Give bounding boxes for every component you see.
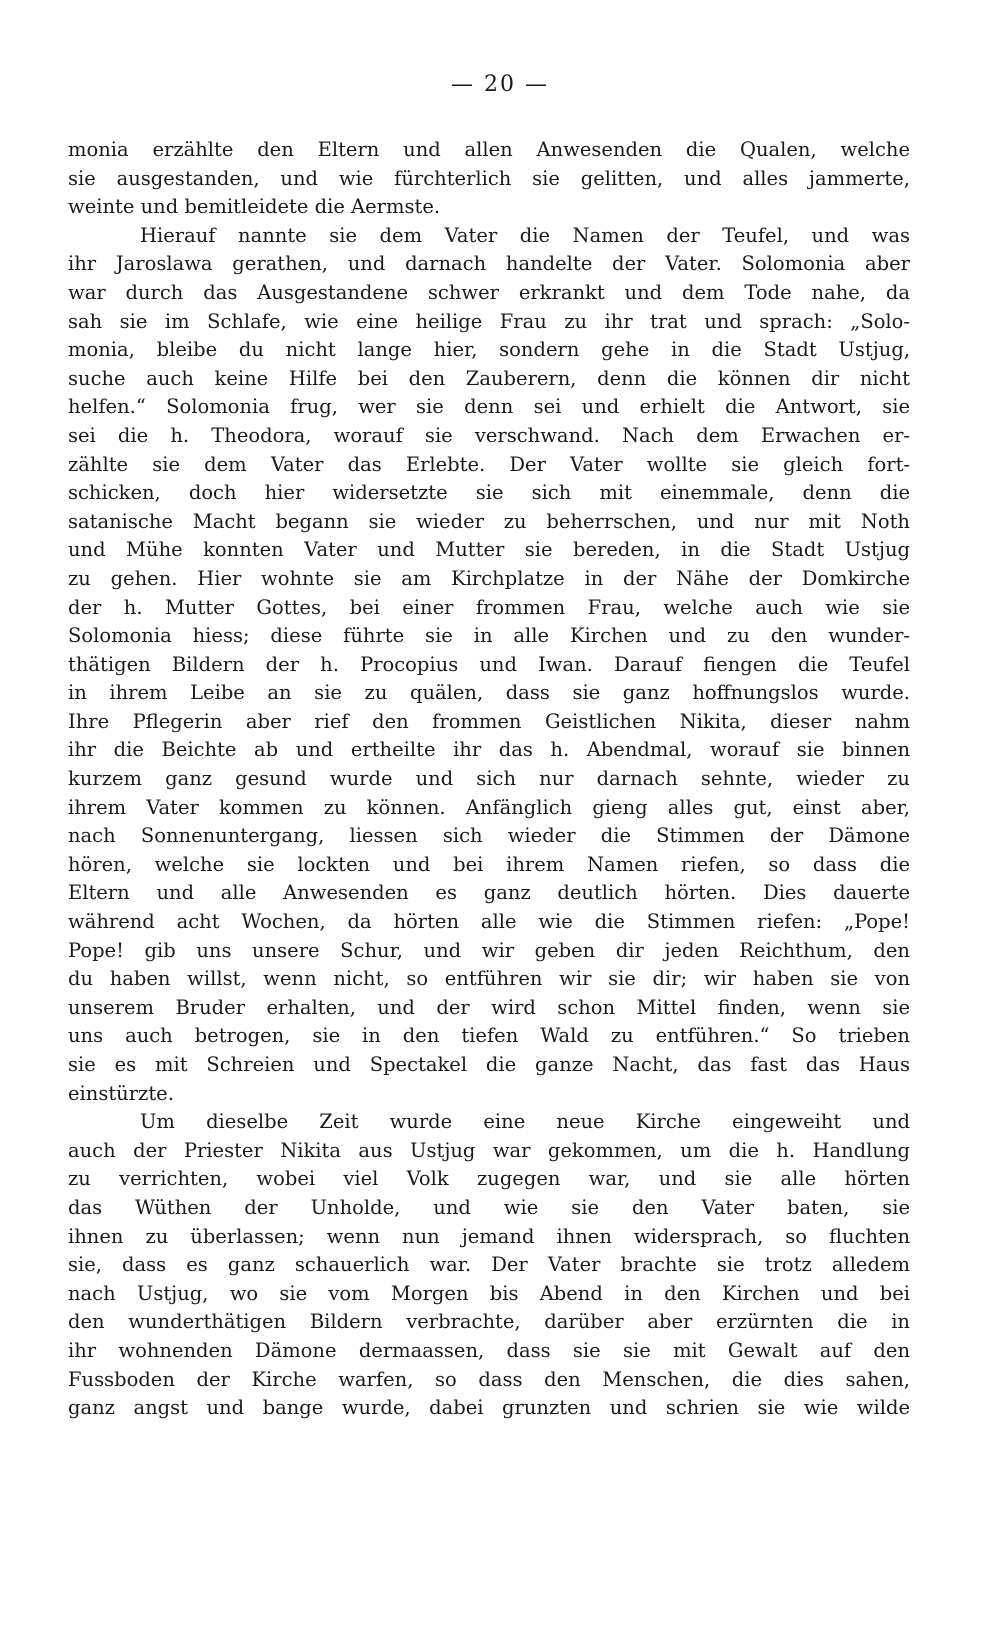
text-line: weinte und bemitleidete die Aermste. bbox=[68, 195, 441, 219]
page-number: — 20 — bbox=[451, 72, 549, 97]
paragraph-3 bbox=[68, 1108, 910, 1423]
text-line: war durch das Ausgestandene schwer erkrankt und dem Tode nahe, da bbox=[68, 280, 910, 304]
text-line: auch der Priester Nikita aus Ustjug war gekommen, um die h. Handlung bbox=[68, 1138, 910, 1162]
text-line: Hierauf nannte sie dem Vater die Namen der Teufel, und was bbox=[140, 223, 910, 247]
text-line: kurzem ganz gesund wurde und sich nur darnach sehnte, wieder zu bbox=[68, 767, 910, 791]
text-line: das Wüthen der Unholde, und wie sie den Vater baten, sie bbox=[68, 1195, 910, 1219]
text-line: ihnen zu überlassen; wenn nun jemand ihnen widersprach, so fluchten bbox=[68, 1224, 910, 1248]
text-line: suche auch keine Hilfe bei den Zauberern, denn die können dir nicht bbox=[68, 366, 910, 390]
text-line: während acht Wochen, da hörten alle wie die Stimmen riefen: „Pope! bbox=[68, 910, 910, 934]
text-line: hören, welche sie lockten und bei ihrem Namen riefen, so dass die bbox=[68, 852, 910, 876]
text-line: unserem Bruder erhalten, und der wird schon Mittel finden, wenn sie bbox=[68, 995, 910, 1019]
text-line: nach Ustjug, wo sie vom Morgen bis Abend in den Kirchen und bei bbox=[68, 1281, 910, 1305]
text-line: Um dieselbe Zeit wurde eine neue Kirche eingeweiht und bbox=[140, 1110, 910, 1134]
text-line: ihr Jaroslawa gerathen, und darnach handelte der Vater. Solomonia aber bbox=[68, 252, 910, 276]
text-line: sie es mit Schreien und Spectakel die ganze Nacht, das fast das Haus bbox=[68, 1053, 910, 1076]
text-line: Eltern und alle Anwesenden es ganz deutlich hörten. Dies dauerte bbox=[68, 881, 910, 905]
text-line: uns auch betrogen, sie in den tiefen Wald zu entführen.“ So trieben bbox=[68, 1024, 910, 1048]
text-line: in ihrem Leibe an sie zu quälen, dass sie ganz hoffnungslos wurde. bbox=[68, 681, 910, 705]
text-line: und Mühe konnten Vater und Mutter sie bereden, in die Stadt Ustjug bbox=[68, 538, 910, 562]
text-line: der h. Mutter Gottes, bei einer frommen Frau, welche auch wie sie bbox=[68, 595, 910, 619]
text-line: thätigen Bildern der h. Procopius und Iwan. Darauf fiengen die Teufel bbox=[68, 652, 910, 676]
text-line: zu gehen. Hier wohnte sie am Kirchplatze in der Nähe der Domkirche bbox=[68, 566, 910, 590]
text-line: sie ausgestanden, und wie fürchterlich sie gelitten, und alles jammerte, bbox=[68, 166, 910, 190]
body-text bbox=[68, 136, 910, 1423]
text-line: ihr wohnenden Dämone dermaassen, dass sie sie mit Gewalt auf den bbox=[68, 1338, 910, 1362]
text-line: ihr die Beichte ab und ertheilte ihr das h. Abendmal, worauf sie binnen bbox=[68, 738, 910, 762]
text-line: zählte sie dem Vater das Erlebte. Der Vater wollte sie gleich fort- bbox=[68, 452, 910, 476]
text-line: ihrem Vater kommen zu können. Anfänglich gieng alles gut, einst aber, bbox=[68, 795, 910, 819]
text-line: sei die h. Theodora, worauf sie verschwand. Nach dem Erwachen er- bbox=[68, 423, 910, 447]
text-line: den wunderthätigen Bildern verbrachte, darüber aber erzürnten die in bbox=[68, 1310, 910, 1334]
text-line: Fussboden der Kirche warfen, so dass den Menschen, die dies sahen, bbox=[68, 1367, 910, 1391]
text-line: monia, bleibe du nicht lange hier, sondern gehe in die Stadt Ustjug, bbox=[68, 338, 910, 362]
text-line: schicken, doch hier widersetzte sie sich mit einemmale, denn die bbox=[68, 481, 910, 505]
paragraph-1 bbox=[68, 136, 910, 222]
text-line: ganz angst und bange wurde, dabei grunzten und schrien sie wie wilde bbox=[68, 1396, 910, 1420]
text-line: sie, dass es ganz schauerlich war. Der Vater brachte sie trotz alledem bbox=[68, 1253, 910, 1277]
text-line: sah sie im Schlafe, wie eine heilige Frau zu ihr trat und sprach: „Solo- bbox=[68, 309, 910, 333]
text-line: Ihre Pflegerin aber rief den frommen Geistlichen Nikita, dieser nahm bbox=[68, 709, 910, 733]
text-line: satanische Macht begann sie wieder zu beherrschen, und nur mit Noth bbox=[68, 509, 910, 533]
text-line: helfen.“ Solomonia frug, wer sie denn sei und erhielt die Antwort, sie bbox=[68, 395, 910, 419]
text-line: nach Sonnenuntergang, liessen sich wieder die Stimmen der Dämone bbox=[68, 824, 910, 848]
paragraph-2 bbox=[68, 222, 910, 1108]
text-line: Solomonia hiess; diese führte sie in alle Kirchen und zu den wunder- bbox=[68, 624, 910, 648]
text-line: monia erzählte den Eltern und allen Anwesenden die Qualen, welche bbox=[68, 138, 910, 161]
text-line: einstürzte. bbox=[68, 1081, 174, 1105]
text-line: du haben willst, wenn nicht, so entführen wir sie dir; wir haben sie von bbox=[68, 967, 910, 991]
text-line: zu verrichten, wobei viel Volk zugegen war, und sie alle hörten bbox=[68, 1167, 910, 1191]
text-line: Pope! gib uns unsere Schur, und wir geben dir jeden Reichthum, den bbox=[68, 938, 910, 962]
